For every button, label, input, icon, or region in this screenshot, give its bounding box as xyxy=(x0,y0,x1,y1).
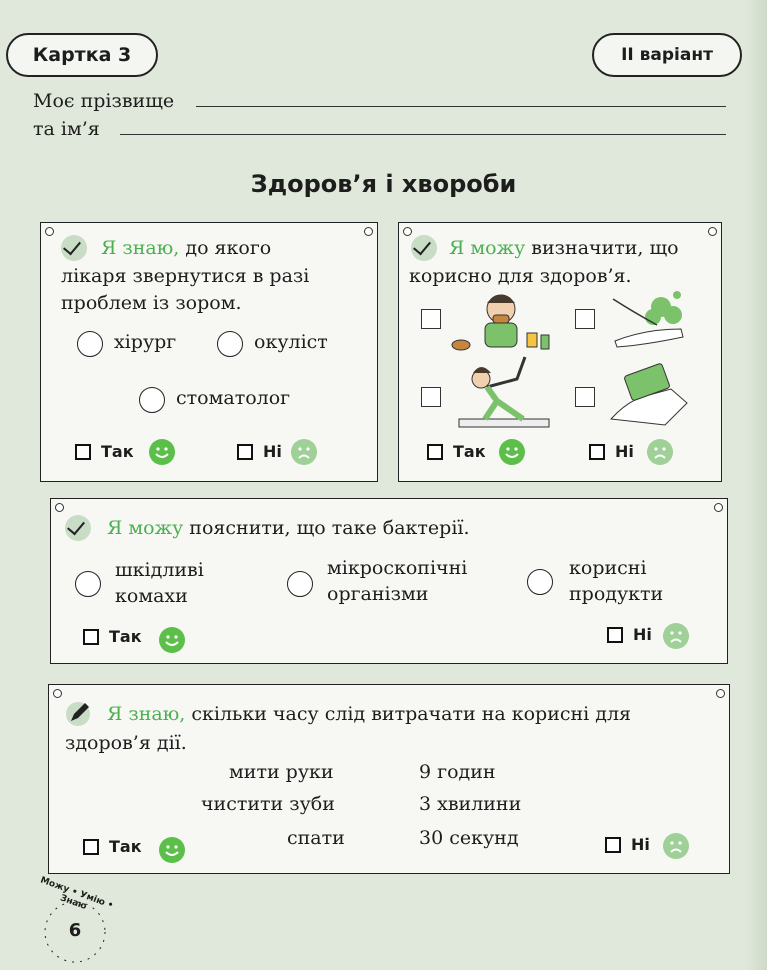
no-checkbox[interactable] xyxy=(607,627,623,643)
card-number-label xyxy=(6,33,158,77)
card4-question-line2: здоров’я дії. xyxy=(65,732,187,754)
no-checkbox[interactable] xyxy=(605,837,621,853)
card3-lead: Я можу xyxy=(107,517,184,539)
card1-question-line2: лікаря звернутися в разі xyxy=(61,265,310,287)
card4-text-1: скільки часу слід витрачати на корисні для xyxy=(185,703,632,725)
happy-face-icon xyxy=(149,439,175,465)
yes-checkbox[interactable] xyxy=(83,839,99,855)
card2-text-1: визначити, що xyxy=(525,237,679,259)
variant-text: II варіант xyxy=(621,45,713,65)
card2-lead: Я можу xyxy=(449,237,526,259)
pencil-icon xyxy=(65,699,93,727)
choice-checkbox-hand-washing[interactable] xyxy=(575,309,595,329)
no-label: Ні xyxy=(263,442,282,461)
card4-lead: Я знаю, xyxy=(107,703,186,725)
option-radio-dentist[interactable] xyxy=(139,387,165,413)
check-icon xyxy=(411,235,437,261)
name-input-line[interactable] xyxy=(120,134,726,135)
no-checkbox[interactable] xyxy=(589,444,605,460)
card1-lead: Я знаю, xyxy=(101,237,180,259)
card-healthy-choices xyxy=(398,222,722,482)
duration-3-minutes: 3 хвилини xyxy=(419,793,522,815)
yes-checkbox[interactable] xyxy=(83,629,99,645)
yes-label: Так xyxy=(453,442,486,461)
hand-washing-image xyxy=(605,285,695,351)
card1-text-1: до якого xyxy=(179,237,272,259)
yes-label: Так xyxy=(101,442,134,461)
yes-label: Так xyxy=(109,837,142,856)
sad-face-icon xyxy=(291,439,317,465)
check-icon xyxy=(65,515,91,541)
pin-icon xyxy=(714,503,723,512)
pin-icon xyxy=(45,227,54,236)
option-useful-products-line1: корисні xyxy=(569,557,647,579)
happy-face-icon xyxy=(159,837,185,863)
page-edge xyxy=(745,0,767,970)
card1-question-line3: проблем із зором. xyxy=(61,292,242,314)
pin-icon xyxy=(403,227,412,236)
card-number-text: Картка 3 xyxy=(32,44,132,66)
option-radio-harmful-insects[interactable] xyxy=(75,571,101,597)
sad-face-icon xyxy=(663,623,689,649)
option-dentist-label: стоматолог xyxy=(176,387,291,409)
surname-label: Моє прізвище xyxy=(33,90,175,112)
option-ophthalmologist-label: окуліст xyxy=(254,331,328,353)
pin-icon xyxy=(716,689,725,698)
no-checkbox[interactable] xyxy=(237,444,253,460)
happy-face-icon xyxy=(499,439,525,465)
duration-30-seconds: 30 секунд xyxy=(419,827,519,849)
page-title: Здоров’я і хвороби xyxy=(250,170,517,198)
no-label: Ні xyxy=(633,625,652,644)
happy-face-icon xyxy=(159,627,185,653)
yes-checkbox[interactable] xyxy=(75,444,91,460)
option-radio-useful-products[interactable] xyxy=(527,569,553,595)
option-microorganisms-line2: організми xyxy=(327,583,429,605)
choice-checkbox-fast-food[interactable] xyxy=(421,309,441,329)
option-surgeon-label: хірург xyxy=(114,331,177,353)
pin-icon xyxy=(53,689,62,698)
activity-brush-teeth: чистити зуби xyxy=(201,793,335,815)
sad-face-icon xyxy=(663,833,689,859)
option-useful-products-line2: продукти xyxy=(569,583,664,605)
pin-icon xyxy=(55,503,64,512)
option-radio-surgeon[interactable] xyxy=(77,331,103,357)
choice-checkbox-phone[interactable] xyxy=(575,387,595,407)
card-time-for-activities xyxy=(48,684,730,874)
option-radio-microorganisms[interactable] xyxy=(287,571,313,597)
boy-eating-fast-food-image xyxy=(451,287,551,353)
no-label: Ні xyxy=(631,835,650,854)
option-microorganisms-line1: мікроскопічні xyxy=(327,557,468,579)
check-icon xyxy=(61,235,87,261)
card-eye-doctor xyxy=(40,222,378,482)
option-harmful-insects-line2: комахи xyxy=(115,585,188,607)
option-harmful-insects-line1: шкідливі xyxy=(115,559,204,581)
activity-wash-hands: мити руки xyxy=(229,761,334,783)
card-bacteria xyxy=(50,498,728,664)
sad-face-icon xyxy=(647,439,673,465)
no-label: Ні xyxy=(615,442,634,461)
page-number-badge xyxy=(34,875,116,968)
hand-holding-phone-image xyxy=(605,359,695,429)
option-radio-ophthalmologist[interactable] xyxy=(217,331,243,357)
name-label: та ім’я xyxy=(33,118,100,140)
card2-question xyxy=(449,234,719,262)
card2-question-line2: корисно для здоров’я. xyxy=(409,265,632,287)
card1-question xyxy=(101,234,371,262)
surname-input-line[interactable] xyxy=(196,106,726,107)
badge-text: Можу • Умію • Знаю xyxy=(38,875,115,913)
card3-question xyxy=(107,514,707,542)
variant-label xyxy=(592,33,742,77)
yes-label: Так xyxy=(109,627,142,646)
card3-text: пояснити, що таке бактерії. xyxy=(183,517,470,539)
page-number: 6 xyxy=(68,920,82,941)
yes-checkbox[interactable] xyxy=(427,444,443,460)
activity-sleep: спати xyxy=(287,827,345,849)
duration-9-hours: 9 годин xyxy=(419,761,496,783)
girl-exercising-image xyxy=(447,351,557,431)
choice-checkbox-exercise[interactable] xyxy=(421,387,441,407)
card4-question xyxy=(107,700,727,728)
